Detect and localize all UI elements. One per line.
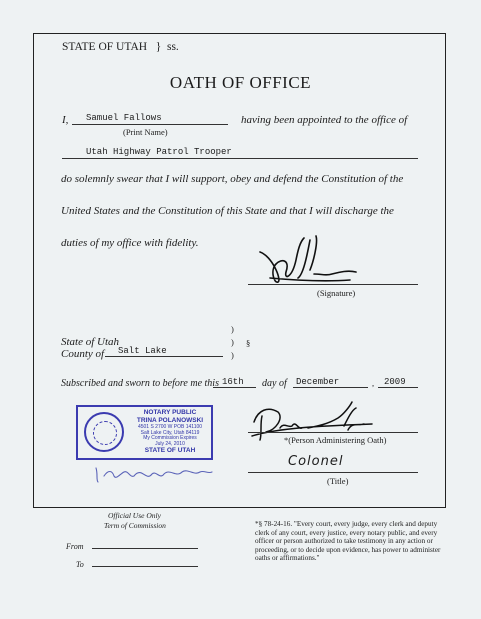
state-brace: } [155, 41, 162, 53]
venue-paren-3: ) [231, 350, 234, 360]
state-label: STATE OF UTAH [62, 41, 148, 53]
administering-underline [248, 432, 418, 433]
stamp-line-1: NOTARY PUBLIC [143, 409, 197, 416]
oath-line-1: do solemnly swear that I will support, obey and defend the Constitution of the [61, 173, 404, 185]
title-label: (Title) [327, 476, 349, 486]
stamp-line-3: 4501 S 2700 W POB 141100 [137, 424, 203, 430]
notary-seal-icon [84, 412, 124, 452]
signature-underline [248, 284, 418, 285]
state-header [62, 41, 179, 53]
official-use-line: Official Use Only [108, 511, 161, 520]
title-underline [248, 472, 418, 473]
venue-county-label: County of [61, 348, 105, 360]
stamp-line-2: TRINA POLANOWSKI [136, 417, 204, 424]
date-comma: , [372, 378, 375, 388]
notary-stamp [76, 405, 213, 460]
county-underline [105, 356, 223, 357]
venue-state-label: State of Utah [61, 336, 120, 348]
ss-label: ss. [166, 41, 179, 53]
to-underline [92, 566, 198, 567]
subscribed-month: December [296, 377, 340, 387]
print-name-label: (Print Name) [123, 127, 168, 137]
from-label: From [66, 542, 84, 551]
oath-line-3: duties of my office with fidelity. [61, 237, 199, 249]
subscribed-year: 2009 [384, 377, 406, 387]
to-label: To [76, 560, 84, 569]
venue-county-value: Salt Lake [118, 346, 167, 356]
appointed-text: having been appointed to the office of [241, 114, 408, 126]
office-underline [62, 158, 418, 159]
statute-note: *§ 78-24-16. "Every court, every judge, every clerk and deputy clerk of any court, every justice, every notary public, and every officer or person authorized to take testimony in any action or proceeding, or to decide upon evidence, has power to administer oaths or affirmations." [255, 520, 441, 563]
term-of-commission-line: Term of Commission [104, 521, 166, 530]
venue-paren-1: ) [231, 324, 234, 334]
day-underline [213, 387, 256, 388]
from-underline [92, 548, 198, 549]
oath-line-2: United States and the Constitution of this State and that I will discharge the [61, 205, 394, 217]
stamp-line-7: STATE OF UTAH [144, 447, 196, 455]
title-value: Colonel [288, 454, 344, 469]
i-label: I, [62, 114, 69, 126]
stamp-line-4: Salt Lake City, Utah 84119 [140, 429, 200, 436]
oath-signature [252, 230, 362, 290]
print-name-value: Samuel Fallows [86, 113, 162, 123]
venue-section: § [246, 338, 251, 348]
venue-paren-2: ) [231, 337, 234, 347]
stamp-line-5: My Commission Expires [143, 435, 197, 442]
print-name-underline [72, 124, 228, 125]
subscribed-day: 16th [222, 377, 244, 387]
document-title: OATH OF OFFICE [169, 73, 312, 92]
administering-label: *(Person Administering Oath) [284, 435, 387, 445]
month-underline [293, 387, 368, 388]
year-underline [378, 387, 418, 388]
day-of-label: day of [262, 378, 287, 389]
stamp-line-6: July 24, 2010 [155, 440, 185, 447]
signature-label: (Signature) [317, 288, 356, 298]
subscribed-text: Subscribed and sworn to before me this [61, 378, 219, 389]
notary-signature [90, 460, 220, 488]
office-value: Utah Highway Patrol Trooper [86, 147, 232, 157]
